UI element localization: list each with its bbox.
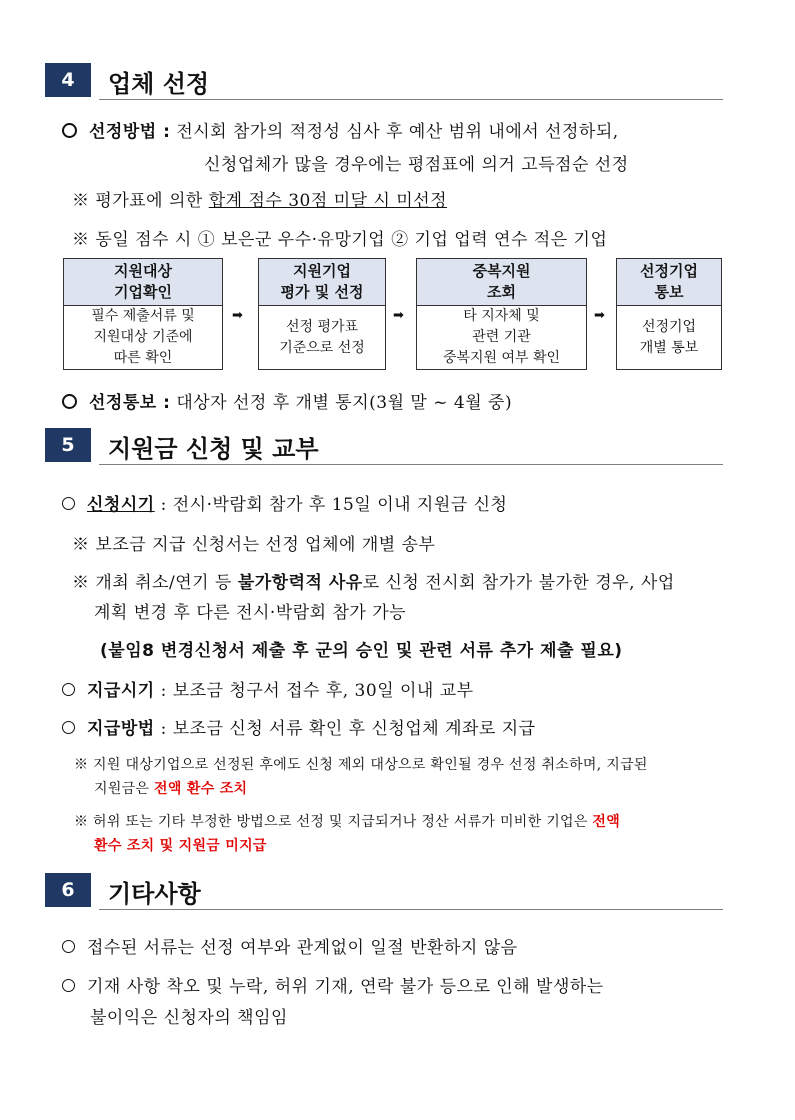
- apply-label: 신청시기: [87, 495, 155, 515]
- flow-box-4: [616, 258, 722, 370]
- small-note-red: 전액 환수 조치: [154, 781, 248, 797]
- note-prefix: ※ 개최 취소/연기 등: [72, 573, 238, 593]
- small-note-red: 전액: [592, 814, 621, 830]
- flow-box-body: 필수 제출서류 및 지원대상 기준에 따른 확인: [91, 308, 195, 366]
- flow-box-1: [63, 258, 223, 370]
- bullet-circle-icon: [62, 497, 75, 510]
- note-minimum-score: [72, 186, 447, 211]
- section-5-number: 5: [45, 428, 91, 462]
- bullet-circle-icon: [62, 123, 77, 138]
- flow-box-head: 지원대상 기업확인: [64, 259, 222, 306]
- note-prefix: ※ 평가표에 의한: [72, 191, 209, 211]
- etc-item-2: [62, 972, 604, 997]
- apply-row: [62, 490, 507, 515]
- arrow-right-icon: ➡: [393, 308, 404, 323]
- arrow-right-icon: ➡: [232, 308, 243, 323]
- section-5-title: 지원금 신청 및 교부: [108, 435, 319, 463]
- small-note-1-line1: ※ 지원 대상기업으로 선정된 후에도 신청 제외 대상으로 확인될 경우 선정 취소하며, 지급된: [74, 757, 648, 773]
- apply-text: : 전시·박람회 참가 후 15일 이내 지원금 신청: [160, 495, 508, 515]
- note-suffix: 로 신청 전시회 참가가 불가한 경우, 사업: [362, 573, 675, 593]
- section-4-rule: [99, 99, 723, 100]
- etc-item-2-text: 기재 사항 착오 및 누락, 허위 기재, 연락 불가 등으로 인해 발생하는: [87, 977, 604, 997]
- small-note-2-line1: [74, 811, 620, 831]
- section-6-number: 6: [45, 873, 91, 907]
- method-label: 선정방법 :: [89, 122, 171, 142]
- small-note-prefix: ※ 허위 또는 기타 부정한 방법으로 선정 및 지급되거나 정산 서류가 미비한 기업은: [74, 814, 593, 830]
- note-tie-rule: ※ 동일 점수 시 ① 보은군 우수·유망기업 ② 기업 업력 연수 적은 기업: [72, 230, 608, 250]
- note-force-majeure-line2: 계획 변경 후 다른 전시·박람회 참가 가능: [94, 603, 407, 623]
- flow-box-body: 선정 평가표 기준으로 선정: [279, 318, 365, 356]
- flow-box-body: 선정기업 개별 통보: [639, 318, 699, 356]
- small-note-2-line2: 환수 조치 및 지원금 미지급: [94, 838, 267, 854]
- flow-box-2: [258, 258, 386, 370]
- bullet-circle-icon: [62, 940, 75, 953]
- arrow-right-icon: ➡: [594, 308, 605, 323]
- section-4-title: 업체 선정: [108, 70, 210, 98]
- section-6-title: 기타사항: [108, 880, 201, 908]
- etc-item-1-text: 접수된 서류는 선정 여부와 관계없이 일절 반환하지 않음: [87, 938, 518, 958]
- bullet-circle-icon: [62, 979, 75, 992]
- notify-row: [62, 388, 512, 413]
- pay-method-label: 지급방법: [87, 719, 155, 739]
- notify-text: 대상자 선정 후 개별 통지(3월 말 ~ 4월 중): [176, 393, 513, 413]
- pay-time-label: 지급시기: [87, 681, 155, 701]
- flow-box-head: 중복지원 조회: [417, 259, 586, 306]
- method-text-line2: 신청업체가 많을 경우에는 평점표에 의거 고득점순 선정: [204, 155, 629, 175]
- pay-time-text: : 보조금 청구서 접수 후, 30일 이내 교부: [160, 681, 474, 701]
- note-underlined: 합계 점수 30점 미달 시 미선정: [208, 191, 448, 211]
- section-6-rule: [99, 909, 723, 910]
- flow-box-head: 지원기업 평가 및 선정: [259, 259, 385, 306]
- pay-method-text: : 보조금 신청 서류 확인 후 신청업체 계좌로 지급: [160, 719, 536, 739]
- note-subsidy-form: ※ 보조금 지급 신청서는 선정 업체에 개별 송부: [72, 535, 436, 555]
- flow-box-3: [416, 258, 587, 370]
- bullet-circle-icon: [62, 683, 75, 696]
- flow-box-head: 선정기업 통보: [617, 259, 721, 306]
- note-bold: 불가항력적 사유: [237, 573, 363, 593]
- note-force-majeure: [72, 568, 675, 593]
- pay-method-row: [62, 714, 536, 739]
- small-note-prefix: 지원금은: [94, 781, 155, 797]
- method-text-line1: 전시회 참가의 적정성 심사 후 예산 범위 내에서 선정하되,: [176, 122, 619, 142]
- flow-box-body: 타 지자체 및 관련 기관 중복지원 여부 확인: [442, 308, 561, 366]
- small-note-1-line2: [94, 778, 247, 798]
- method-row: [62, 117, 619, 142]
- pay-time-row: [62, 676, 474, 701]
- notify-label: 선정통보 :: [89, 393, 171, 413]
- bullet-circle-icon: [62, 394, 77, 409]
- section-5-rule: [99, 464, 723, 465]
- section-4-number: 4: [45, 63, 91, 97]
- etc-item-1: [62, 933, 518, 958]
- bullet-circle-icon: [62, 721, 75, 734]
- etc-item-2-line2: 불이익은 신청자의 책임임: [90, 1008, 288, 1028]
- note-attachment: (붙임8 변경신청서 제출 후 군의 승인 및 관련 서류 추가 제출 필요): [100, 641, 623, 661]
